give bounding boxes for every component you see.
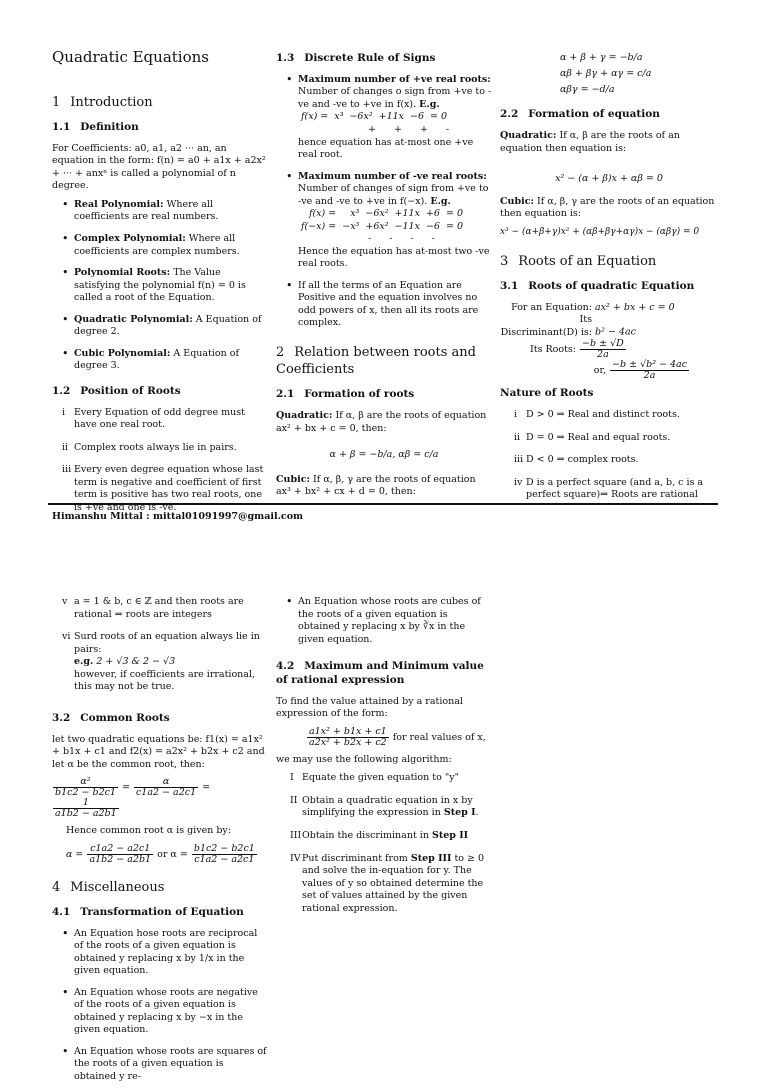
nature-of-roots-list — [500, 409, 718, 502]
list-item: i D > 0 ⇒ Real and distinct roots. — [514, 409, 680, 421]
common-root-formula: α = $\frac{c1a2 - a2c1}{a1b2 - a2b1}$ or α = $\frac{b1c2 - b2c1}{c1a2 - a2c1}$ — [66, 842, 255, 865]
column-left-page2 — [52, 596, 268, 1092]
equation-table: f(x) = x³ −6x² +11x +6 = 0 f(−x) = −x³ +6x² −11x −6 = 0 — [301, 208, 463, 232]
document-title: Quadratic Equations — [52, 48, 209, 66]
subsection-4-2-heading: 4.2 Maximum and Minimum value of rational expression — [276, 660, 484, 686]
algorithm-steps-list — [276, 772, 492, 915]
subsection-3-2-heading: 3.2 Common Roots — [52, 711, 170, 724]
polynomial-types-list — [52, 199, 268, 373]
list-item: • Polynomial Roots: The Value satisfying the polynomial f(n) = 0 is called a root of the Equation. — [74, 267, 268, 305]
sign-row: + + + - — [368, 123, 450, 135]
column-middle-page2 — [276, 596, 492, 925]
position-of-roots-list — [52, 407, 268, 515]
equation-table: f(x) = x³ −6x² +11x −6 = 0 — [301, 111, 448, 123]
list-item: iv D is a perfect square (and a, b, c is a perfect square)⇒ Roots are rational — [514, 476, 704, 501]
transformation-list-continued — [276, 596, 492, 646]
cubic-roots-text: Cubic: If α, β, γ are the roots of equation ax³ + bx² + cx + d = 0, then: — [276, 473, 476, 498]
subsection-2-1-heading: 2.1 Formation of roots — [276, 388, 415, 401]
sum-product-equation: α + β = −b/a, αβ = c/a — [329, 449, 439, 461]
nature-of-roots-list-continued — [52, 596, 268, 694]
author-footer: Himanshu Mittal : mittal01091997@gmail.com — [52, 511, 304, 522]
list-item: ii D = 0 ⇒ Real and equal roots. — [514, 431, 671, 443]
quadratic-formation-equation: x² − (α + β)x + αβ = 0 — [555, 173, 663, 185]
algorithm-intro: we may use the following algorithm: — [276, 753, 452, 765]
subsection-1-2-heading: 1.2 Position of Roots — [52, 384, 181, 397]
cubic-relation-sum: α + β + γ = −b/a — [560, 52, 643, 63]
list-item: i Every Equation of odd degree must have one real root. — [62, 406, 245, 431]
page-divider — [48, 503, 718, 505]
subsection-3-1-heading: 3.1 Roots of quadratic Equation — [500, 279, 695, 292]
list-item: ii Complex roots always lie in pairs. — [62, 441, 237, 453]
list-item: • An Equation whose roots are squares of the roots of a given equation is obtained y re- — [74, 1046, 268, 1084]
transformation-list — [52, 928, 268, 1084]
list-item: • Complex Polynomial: Where all coefficients are complex numbers. — [74, 233, 268, 258]
section-3-heading: 3 Roots of an Equation — [500, 253, 657, 269]
list-item: • An Equation whose roots are cubes of the roots of a given equation is obtained y replacing x by ∛x in the given equation. — [298, 596, 492, 646]
list-item: • Real Polynomial: Where all coefficients are real numbers. — [74, 199, 268, 224]
cubic-formation-equation: x³ − (α+β+γ)x² + (αβ+βγ+αγ)x − (αβγ) = 0 — [500, 226, 700, 237]
column-middle-page1 — [276, 52, 492, 505]
column-right-page1 — [500, 50, 718, 512]
list-item: • Quadratic Polynomial: A Equation of degree 2. — [74, 314, 268, 339]
list-item: • If all the terms of an Equation are Positive and the equation involves no odd powers of x, then all its roots are complex. — [298, 280, 492, 330]
cubic-relations — [500, 50, 718, 98]
subsection-2-2-heading: 2.2 Formation of equation — [500, 108, 660, 121]
nature-of-roots-heading: Nature of Roots — [500, 387, 594, 400]
section-2-heading: 2 Relation between roots and Coefficients — [276, 344, 476, 378]
subsection-4-1-heading: 4.1 Transformation of Equation — [52, 905, 244, 918]
formation-quadratic-text: Quadratic: If α, β are the roots of an equation then equation is: — [500, 130, 680, 154]
cubic-relation-product: αβγ = −d/a — [560, 84, 615, 96]
section-4-heading: 4 Miscellaneous — [52, 879, 165, 895]
rational-expression-text: To find the value attained by a rational expression of the form: — [276, 695, 463, 720]
subsection-1-1-heading: 1.1 Definition — [52, 120, 139, 133]
definition-intro: For Coefficients: a0, a1, a2 ··· an, an equation in the form: f(n) = a0 + a1x + a2x² + ··· + anxⁿ is called a polynomial of n degree. — [52, 142, 266, 192]
section-1-heading: 1 Introduction — [52, 94, 153, 110]
formula-row: Its Roots: $\frac{-b \pm √D}{2a}$ — [530, 338, 624, 361]
list-item: v a = 1 & b, c ∈ ℤ and then roots are rational ⇒ roots are integers — [62, 596, 244, 620]
formula-row: or, $\frac{\text{−b ± √b² − 4ac}}{2a}$ — [593, 359, 688, 382]
sign-row: - - - - — [368, 233, 435, 245]
list-item: • Cubic Polynomial: A Equation of degree 3. — [74, 348, 268, 373]
cubic-relation-pairs: αβ + βγ + αγ = c/a — [560, 68, 652, 80]
quadratic-root-formulas — [500, 302, 718, 381]
list-item: III Obtain the discriminant in Step II — [290, 829, 469, 841]
list-item: iii Every even degree equation whose last term is negative and coefficient of first term is positive has two real roots, one is +ve and one is -ve. — [62, 464, 264, 513]
common-root-hence: Hence common root α is given by: — [66, 825, 231, 837]
common-roots-text: let two quadratic equations be: f1(x) = a1x² + b1x + c1 and f2(x) = a2x² + b2x + c2 and let α be the common root, then: — [52, 733, 265, 770]
list-item: • An Equation hose roots are reciprocal of the roots of a given equation is obtained y replacing x by 1/x in the given equation. — [74, 928, 268, 978]
list-item: IV Put discriminant from Step III to ≥ 0 and solve the in-equation for y. The values of y so obtained determine the set of values attained by the given rational expression. — [290, 852, 485, 914]
quadratic-roots-text: Quadratic: If α, β are the roots of equation ax² + bx + c = 0, then: — [276, 410, 487, 434]
list-item: I Equate the given equation to "y" — [290, 772, 459, 784]
common-root-ratio-equation: $\frac{\text{α²}}{b1c2 - b2c1}$ = $\frac{\alpha}{c1a2 - a2c1}$ = $\frac{1}{a1b2 - a2b1}$ — [55, 776, 211, 820]
list-item: • Maximum number of +ve real roots: Number of changes o sign from +ve to -ve and -ve to +ve in f(x). E.g. f(x) = x³ −6x² +11x −6 = 0 + + + - hence equation has at-most one +ve real root. — [298, 74, 492, 162]
list-item: iii D < 0 ⇒ complex roots. — [514, 454, 639, 466]
list-item: • Maximum number of -ve real roots: Number of changes of sign from +ve to -ve and -ve to +ve in f(−x). E.g. f(x) = x³ −6x² +11x +6 = 0 f(−x) = −x³ +6x² −11x −6 = 0 - - - - Hence the equation has at-most two -ve real roots. — [298, 171, 492, 271]
formula-row: For an Equation: ax² + bx + c = 0 — [511, 301, 675, 313]
rule-of-signs-list — [276, 74, 492, 330]
list-item: vi Surd roots of an equation always lie in pairs: e.g. 2 + √3 & 2 − √3 however, if coefficients are irrational, this may not be true. — [62, 631, 260, 693]
subsection-1-3-heading: 1.3 Discrete Rule of Signs — [276, 52, 436, 64]
formation-cubic-text: Cubic: If α, β, γ are the roots of an equation then equation is: — [500, 195, 715, 220]
rational-expression: $\frac{\text{a1x² + b1x + c1}}{\text{a2x² + b2x + c2}}$ for real values of x, — [309, 725, 486, 748]
column-left-page1 — [52, 48, 268, 524]
list-item: II Obtain a quadratic equation in x by simplifying the expression in Step I. — [290, 794, 479, 819]
list-item: • An Equation whose roots are negative of the roots of a given equation is obtained y replacing x by −x in the given equation. — [74, 987, 268, 1037]
formula-row: Its Discriminant(D) is: b² − 4ac — [500, 314, 636, 338]
